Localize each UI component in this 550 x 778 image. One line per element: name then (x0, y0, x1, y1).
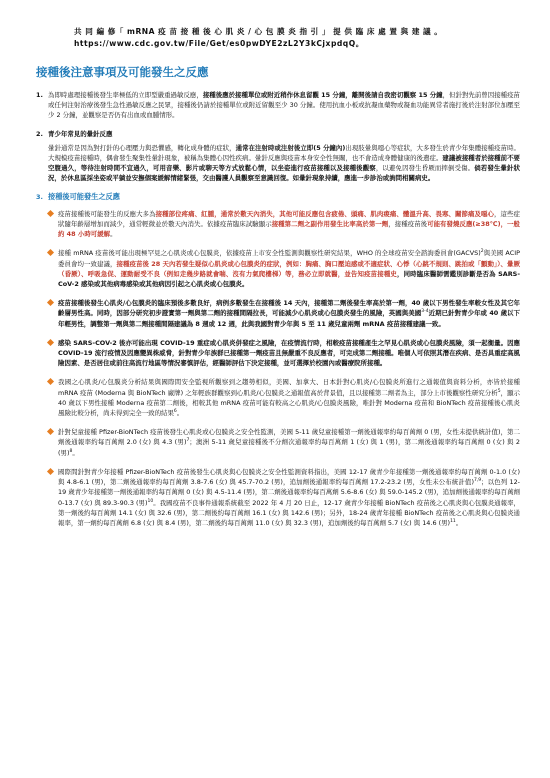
diamond-bullet-icon (47, 339, 54, 346)
diamond-bullet-icon (47, 299, 54, 306)
item-text-bold: 倘若發生暈針狀況，於休息區採坐姿或平躺並安撫個案緩解情緒緊張，交由醫護人員觀察至意識回復。如暈針現象持續，應進一步診治或詢問相關病史。 (48, 164, 520, 183)
bullet-text: 。 (72, 448, 79, 457)
intro-paragraph (74, 26, 520, 50)
bullet-text-bold: 疫苗接種後發生心肌炎/心包膜炎的臨床預後多數良好，病例多數發生在接種後 14 天內，接種第二劑後發生率高於第一劑，40 歲以下男性發生率較女性及其它年齡層男性高。同時，因部分研究初步證實第一劑與第二劑的接種間隔拉長，可能減少心肌炎或心包膜炎發生的風險，英國與美國 (58, 299, 520, 318)
item-text: ，以避免因發生昏厥而摔倒受傷。 (375, 164, 475, 173)
section-title: 接種後注意事項及可能發生之反應 (36, 65, 209, 79)
item-text: 暈針通常是因為對打針的心理壓力與恐懼感，轉化成身體的症狀， (48, 143, 236, 152)
intro-url-suffix: 。 (355, 39, 364, 48)
diamond-bullet-icon (47, 468, 54, 475)
bullet-text: ；澳洲 5-11 歲兒童接種後不分劑次通報率約每百萬劑 1 (女) 與 1 (男)，第二劑後通報率約每百萬劑 0 (女) 與 2 (男) (58, 438, 520, 457)
item-heading: 接種後可能發生之反應 (48, 191, 120, 201)
bullet-text: ，這些症狀隨年齡層增加而減少，通常輕微並於數天內消失。依據疫苗臨床試驗顯示 (58, 209, 520, 229)
intro-text: 共 同 編 修「 mRNA 疫 苗 接 種 後 心 肌 炎 / 心 包 膜 炎 指 引 」 提 供 臨 床 處 置 與 建 議 。 (74, 27, 443, 36)
item-text: ，但針對先前曾因接種疫苗或任何注射治療後發生急性過敏反應之民眾，接種後仍請於接種單位或附近留觀至少 30 分鐘。使用抗血小板或抗凝血藥物或凝血功能異常者施打後於注射部位加壓至少 2 分鐘，並觀察是否仍有出血或血腫情形。 (48, 91, 520, 120)
bullet-text-red: 接種疫苗後 28 天內若發生疑似心肌炎或心包膜炎的症狀，例如：胸痛、胸口壓迫感或不適症狀、心悸（心跳不規則、跳拍或「顫動」）、暈厥（昏厥）、呼吸急促、運動耐受不良（例如走幾步路就會喘、沒有力氣爬樓梯）等，務必立即就醫，並告知疫苗接種史 (58, 259, 520, 278)
bullet-text-red: 接種第二劑之副作用發生比率高於第一劑 (271, 220, 389, 229)
bullet-text-bold: ，同時臨床醫師需鑑別診斷是否為 SARS-CoV-2 感染或其他病毒感染或其他病因引起之心肌炎或心包膜炎。 (58, 269, 520, 289)
bullet-item (48, 298, 520, 329)
bullet-item (48, 377, 520, 418)
reference-superscript: 3-4 (421, 309, 429, 315)
bullet-text-bold: 感染 SARS-COV-2 後亦可能出現 COVID-19 重症或心肌炎併發症之風險，在疫情流行時，相較疫苗接種產生之罕見心肌炎或心包膜炎風險，須一起衡量。因應 COVID-19 流行疫情及因應變異株威脅，針對青少年族群已接種第一劑疫苗且無嚴重不良反應者，可完成第二劑接種。唯個人可依照其潛在疾病、是否具重症高風險因素、是否居住或前往高流行地區等情況審慎評估，經醫師評估下決定接種，並可選擇於校園內或醫療院所接種。 (58, 338, 520, 368)
bullet-item (48, 467, 520, 528)
bullet-text-red: 接種部位疼痛、紅腫，通常於數天內消失，其他可能反應包含疲倦、頭痛、肌肉痠痛、體溫升高、畏寒、關節痛及噁心 (155, 209, 495, 218)
bullet-text: 針對兒童接種 Pfizer-BioNTech 疫苗後發生心肌炎或心包膜炎之安全性監測，美國 5-11 歲兒童接種第一劑後通報率約每百萬劑 0 (男，女性未提供統計值)，第二劑後通報率約每百萬劑 2.0 (女) 與 4.3 (男) (58, 428, 520, 447)
reference-superscript: 5 (497, 388, 501, 394)
reaction-bullet-list (48, 209, 520, 528)
bullet-text: ，顯示 40 歲以下男性接種 Moderna 疫苗第二劑後，相較其他 mRNA 疫苗可能有較高之心肌炎/心包膜炎風險，唯針對 Moderna 疫苗和 BioNTech 疫苗接種後心肌炎風險比較分析，尚未得到完全一致的結果 (58, 388, 520, 418)
bullet-text: 接種 mRNA 疫苗後可能出現極罕見之心肌炎或心包膜炎，依據疫苗上市安全性監測與觀察性研究結果，WHO 的全球疫苗安全諮詢委員會(GACVS) (58, 249, 481, 258)
bullet-item (48, 338, 520, 369)
bullet-text: 。 (110, 230, 117, 239)
reference-superscript: 7 (186, 438, 190, 444)
diamond-bullet-icon (47, 378, 54, 385)
diamond-bullet-icon (47, 210, 54, 217)
bullet-text-bold: 近期已針對青少年或 40 歲以下年輕男性，調整第一劑與第二劑接種間隔建議為 8 週或 12 週，此與我國對青少年與 5 至 11 歲兒童兩劑 mRNA 疫苗接種建議一致。 (58, 309, 520, 328)
bullet-text: 國際間針對青少年接種 Pfizer-BioNTech 疫苗後發生心肌炎與心包膜炎之安全性監測資料指出，美國 12-17 歲青少年接種第一劑後通報率約每百萬劑 0-1.0 (女) 與 4.8-6.1 (男)，第二劑後通報率約每百萬劑 3.8-7.6 (女) 與 45.7-70.2 (男)，追加劑後通報率約每百萬劑 17.2-23.2 (男，女性未公布統計值) (58, 467, 520, 487)
reference-superscript: 11 (450, 518, 456, 524)
bullet-item (48, 209, 520, 240)
bullet-text: 我國之心肌炎/心包膜炎分析結果與國際間安全監視所觀察到之趨勢相似，美國、加拿大、日本針對心肌炎/心包膜炎所進行之通報值與資料分析，亦皆於接種 mRNA 疫苗 (Moderna 與 BioNTech 廠牌) 之年輕族群觀察到心肌炎/心包膜炎之通報值高於背景值，且以接種第二劑者為主，部分上市後觀察性研究分析 (58, 378, 520, 397)
reference-superscript: 6 (173, 408, 177, 414)
reference-superscript: 8 (69, 448, 73, 454)
item-text: 為即時處理接種後發生率極低的立即型嚴重過敏反應， (48, 91, 203, 99)
bullet-item (48, 248, 520, 289)
list-item-3 (36, 192, 520, 202)
item-number: 2. (36, 129, 43, 138)
bullet-text-red: 可能有發燒反應(≥38℃)，一般約 48 小時可緩解 (58, 220, 520, 239)
item-text-bold: 建議被接種者於接種前不要空腹過久，等待注射時間不宜過久，可用音樂、影片或聊天等方式放鬆心情，以坐姿進行疫苗接種以及接種後觀察 (48, 154, 520, 173)
item-number: 3. (36, 192, 43, 201)
bullet-item (48, 427, 520, 458)
cdc-guideline-link[interactable]: https://www.cdc.gov.tw/File/Get/es0pwDYE2zL2Y3kCjxpdqQ (74, 39, 356, 48)
item-text-bold: 通常在注射時或注射後立即(5 分鐘內) (235, 143, 346, 152)
list-item-2 (36, 129, 520, 184)
bullet-text: ；以色列 12-19 歲青少年接種第一劑後通報率約每百萬劑 0 (女) 與 4.5-11.4 (男)，第二劑後通報率約每百萬劑 5.6-8.6 (女) 與 59.0-145.2 (男)，追加劑後通報率約每百萬劑 0-13.7 (女) 與 89.3-90.3 (男) (58, 478, 520, 507)
bullet-text: 。 (455, 518, 463, 527)
bullet-text: 與美國 ACIP 委員會均一致建議， (58, 249, 520, 268)
item-text: 出現肢暈與噁心等症狀，大多發生於青少年集體接種疫苗時。大規模疫苗接種時，偶會發生聚集性暈針現象，被稱為集體心因性疾病。暈針反應與疫苗本身安全性無關，也不會造成身體健康的後遺症。 (48, 143, 520, 163)
reference-superscript: 10 (147, 498, 154, 504)
diamond-bullet-icon (47, 249, 54, 256)
list-item-1 (36, 90, 520, 121)
diamond-bullet-icon (47, 428, 54, 435)
item-number: 1. (36, 91, 43, 99)
bullet-text: 。我國疫苗不良事件通報系統截至 2022 年 4 月 20 日止，12-17 歲青少年接種 BioNTech 疫苗後之心肌炎與心包膜炎通報率，第一劑後約每百萬劑 14.1 (女) 與 32.6 (男)，第二劑後約每百萬劑 16.1 (女) 與 142.6 (男)；另外，18-24 歲青年接種 BioNTech 疫苗後之心肌炎與心包膜炎通報率，第一劑約每百萬劑 6.8 (女) 與 8.4 (男)，第二劑後約每百萬劑 11.0 (女) 與 32.3 (男)，追加劑後約每百萬劑 5.7 (女) 與 14.6 (男) (58, 498, 520, 527)
bullet-text: ，接種疫苗後 (388, 220, 428, 229)
reference-superscript: 7,9 (473, 477, 482, 483)
item-text-bold: 接種後應於接種單位或附近稍作休息留觀 15 分鐘，離開後請自我密切觀察 15 分鐘 (202, 91, 443, 99)
reference-superscript: 2 (480, 249, 484, 255)
bullet-text: 疫苗接種後可能發生的反應大多為 (58, 209, 156, 218)
item-heading: 青少年常見的暈針反應 (48, 129, 113, 138)
bullet-text: 。 (176, 409, 184, 418)
